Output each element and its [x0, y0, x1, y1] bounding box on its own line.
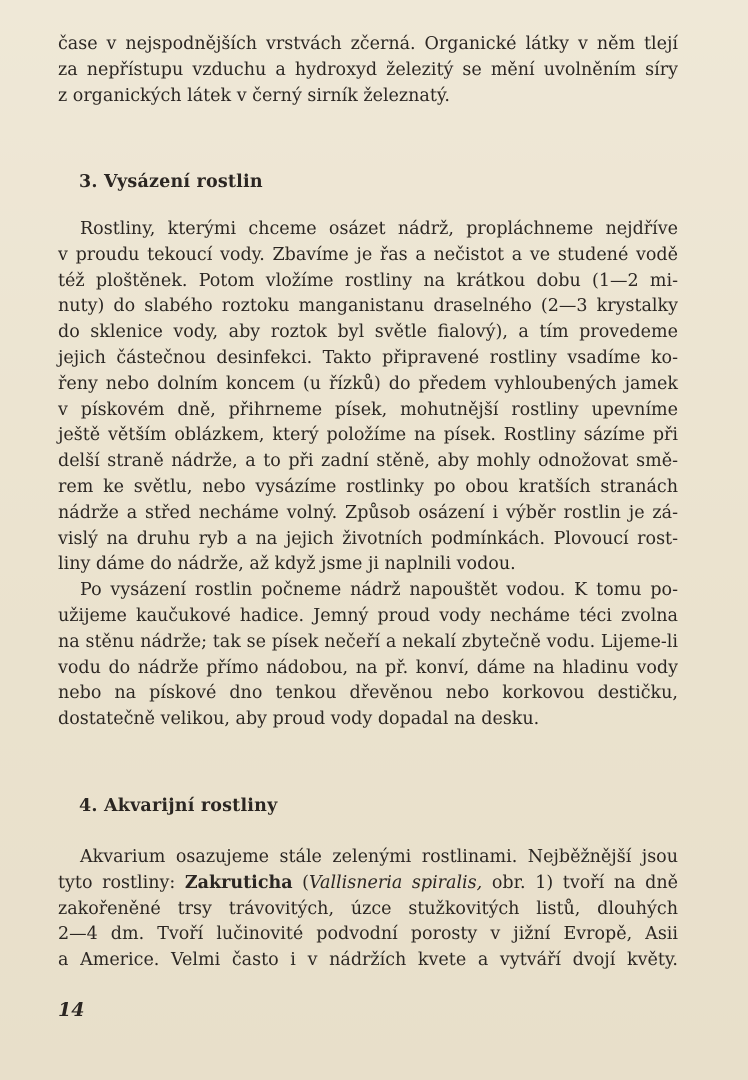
paragraph-line: též ploštěnek. Potom vložíme rostliny na krátkou dobu (1—2 mi-	[58, 270, 678, 291]
latin-name-italic: Vallisneria spiralis,	[309, 872, 483, 893]
paragraph-line: zakořeněné trsy trávovitých, úzce stužkovitých listů, dlouhých	[58, 898, 678, 919]
intro-paragraph	[58, 32, 678, 109]
paragraph-line: Akvarium osazujeme stále zelenými rostlinami. Nejběžnější jsou	[80, 847, 678, 867]
paragraph-line: rem ke světlu, nebo vysázíme rostlinky po obou kratších stranách	[58, 476, 678, 497]
page-number: 14	[58, 999, 85, 1021]
paragraph-line: ještě větším oblázkem, který položíme na písek. Rostliny sázíme při	[58, 425, 678, 446]
section-4-heading: 4. Akvarijní rostliny	[79, 796, 278, 816]
paragraph-line: liny dáme do nádrže, až když jsme ji naplnili vodou.	[58, 554, 516, 575]
paragraph-line: Rostliny, kterými chceme osázet nádrž, propláchneme nejdříve	[80, 219, 678, 239]
paragraph-line: v pískovém dně, přihrneme písek, mohutnější rostliny upevníme	[58, 399, 678, 420]
paragraph-line: Po vysázení rostlin počneme nádrž napouštět vodou. K tomu po-	[80, 580, 678, 601]
paragraph-line: vodu do nádrže přímo nádobou, na př. konví, dáme na hladinu vody	[58, 657, 678, 678]
intro-line: čase v nejspodnějších vrstvách zčerná. Organické látky v něm tlejí	[58, 34, 678, 54]
paragraph-line: delší straně nádrže, a to při zadní stěně, aby mohly odnožovat smě-	[58, 451, 678, 472]
text-fragment: tyto rostliny:	[58, 872, 185, 893]
paragraph-line: v proudu tekoucí vody. Zbavíme je řas a nečistot a ve studené vodě	[58, 244, 678, 265]
paragraph-line: užijeme kaučukové hadice. Jemný proud vody necháme téci zvolna	[58, 605, 678, 626]
paragraph-line: nuty) do slabého roztoku manganistanu draselného (2—3 krystalky	[58, 296, 678, 317]
paragraph-line: vislý na druhu ryb a na jejich životních podmínkách. Plovoucí rost-	[58, 528, 678, 549]
paragraph-line: do sklenice vody, aby roztok byl světle fialový), a tím provedeme	[58, 322, 678, 343]
intro-line: za nepřístupu vzduchu a hydroxyd železitý se mění uvolněním síry	[58, 59, 678, 80]
paragraph-line: řeny nebo dolním koncem (u řízků) do předem vyhloubených jamek	[58, 373, 678, 394]
section-3-heading: 3. Vysázení rostlin	[79, 172, 263, 192]
section-3-paragraph-1	[58, 217, 678, 733]
paragraph-line: nádrže a střed necháme volný. Způsob osázení i výběr rostlin je zá-	[58, 502, 678, 523]
plant-name-bold: Zakruticha	[184, 872, 293, 893]
text-fragment: obr. 1) tvoří na dně	[482, 872, 678, 893]
paragraph-line: nebo na pískové dno tenkou dřevěnou nebo korkovou destičku,	[58, 683, 678, 704]
paragraph-line: jejich částečnou desinfekci. Takto připravené rostliny vsadíme ko-	[58, 347, 678, 368]
paragraph-line: na stěnu nádrže; tak se písek nečeří a nekalí zbytečně vodu. Lijeme-li	[58, 631, 678, 652]
paragraph-line: a Americe. Velmi často i v nádržích kvete a vytváří dvojí květy.	[58, 950, 678, 971]
intro-line: z organických látek v černý sirník železnatý.	[58, 85, 450, 106]
text-fragment: (	[292, 872, 309, 893]
paragraph-line: dostatečně velikou, aby proud vody dopadal na desku.	[58, 709, 540, 730]
paragraph-line: 2—4 dm. Tvoří lučinovité podvodní porosty v jižní Evropě, Asii	[58, 924, 678, 945]
section-4-paragraph	[58, 845, 678, 974]
paragraph-line-with-species	[58, 871, 678, 897]
